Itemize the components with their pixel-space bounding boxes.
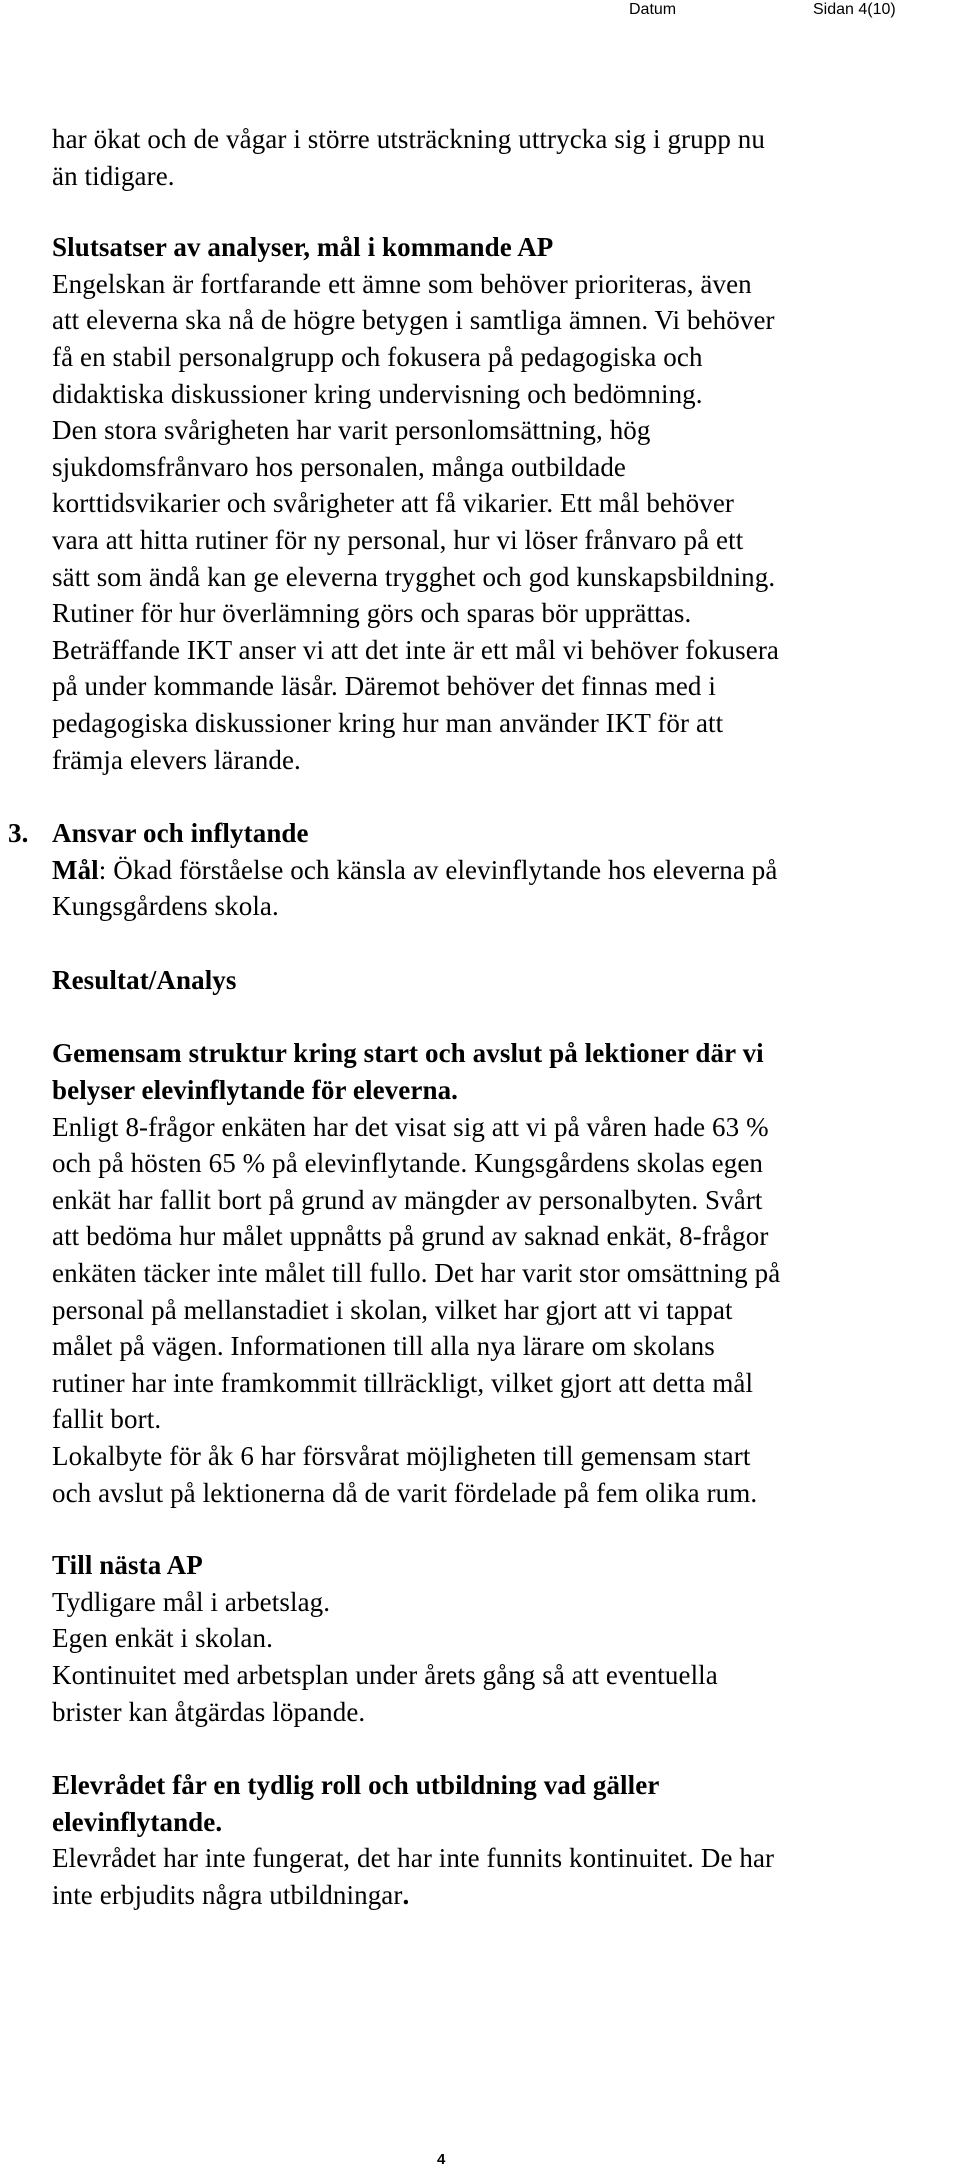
text-line-content: inte erbjudits några utbildningar: [52, 1879, 403, 1910]
text-line: få en stabil personalgrupp och fokusera på pedagogiska och: [52, 341, 703, 372]
subsection-heading: Gemensam struktur kring start och avslut på lektioner där vi: [52, 1038, 764, 1069]
footer-page-number: 4: [437, 2151, 446, 2168]
text-line: Elevrådet har inte fungerat, det har inte funnits kontinuitet. De har: [52, 1843, 775, 1874]
paragraph-intro: [52, 121, 952, 194]
text-line: Rutiner för hur överlämning görs och sparas bör upprättas.: [52, 598, 692, 629]
text-line: på under kommande läsår. Däremot behöver det finnas med i: [52, 671, 716, 702]
text-line: vara att hitta rutiner för ny personal, hur vi löser frånvaro på ett: [52, 524, 744, 555]
text-line: att eleverna ska nå de högre betygen i samtliga ämnen. Vi behöver: [52, 305, 775, 336]
text-line: och avslut på lektionerna då de varit fördelade på fem olika rum.: [52, 1477, 758, 1508]
text-line-end: .: [402, 1879, 410, 1910]
text-line: målet på vägen. Informationen till alla nya lärare om skolans: [52, 1331, 715, 1362]
subsection-heading: elevinflytande.: [52, 1806, 223, 1837]
text-line: pedagogiska diskussioner kring hur man använder IKT för att: [52, 707, 724, 738]
text-line: enkät har fallit bort på grund av mängder av personalbyten. Svårt: [52, 1184, 763, 1215]
goal-line: [52, 852, 952, 889]
text-line: Enligt 8-frågor enkäten har det visat sig att vi på våren hade 63 %: [52, 1111, 769, 1142]
result-heading: Resultat/Analys: [52, 964, 237, 995]
next-ap-item: brister kan åtgärdas löpande.: [52, 1696, 366, 1727]
text-line: än tidigare.: [52, 160, 175, 191]
next-ap-heading: Till nästa AP: [52, 1550, 203, 1581]
text-line: Engelskan är fortfarande ett ämne som behöver prioriteras, även: [52, 268, 752, 299]
paragraph-conclusions: [52, 229, 952, 778]
next-ap-item: Tydligare mål i arbetslag.: [52, 1586, 331, 1617]
text-line: personal på mellanstadiet i skolan, vilket har gjort att vi tappat: [52, 1294, 733, 1325]
text-line: didaktiska diskussioner kring undervisning och bedömning.: [52, 378, 703, 409]
section-number: 3.: [8, 818, 29, 849]
text-line: [52, 1877, 952, 1914]
document-body: [8, 121, 952, 1914]
header-page-label: Sidan 4(10): [813, 1, 896, 18]
section-title: Ansvar och inflytande: [52, 818, 309, 849]
next-ap-item: Kontinuitet med arbetsplan under årets gång så att eventuella: [52, 1659, 718, 1690]
text-line: sjukdomsfrånvaro hos personalen, många outbildade: [52, 451, 627, 482]
subsection-heading: belyser elevinflytande för eleverna.: [52, 1075, 459, 1106]
goal-label: Mål: [52, 854, 99, 885]
text-line: rutiner har inte framkommit tillräckligt, vilket gjort att detta mål: [52, 1367, 754, 1398]
text-line: Lokalbyte för åk 6 har försvårat möjligheten till gemensam start: [52, 1441, 751, 1471]
section-heading: [8, 815, 952, 852]
page-header: [0, 0, 960, 24]
text-line: sätt som ändå kan ge eleverna trygghet och god kunskapsbildning.: [52, 561, 776, 592]
text-line: att bedöma hur målet uppnåtts på grund av saknad enkät, 8-frågor: [52, 1221, 769, 1252]
header-date-label: Datum: [629, 1, 677, 18]
subsection-student-council: [52, 1767, 952, 1913]
text-line: enkäten täcker inte målet till fullo. Det har varit stor omsättning på: [52, 1258, 781, 1289]
text-line: främja elevers lärande.: [52, 744, 301, 775]
text-line: Beträffande IKT anser vi att det inte är ett mål vi behöver fokusera: [52, 634, 780, 665]
text-line: Kungsgårdens skola.: [52, 891, 279, 922]
goal-text: : Ökad förståelse och känsla av elevinflytande hos eleverna på: [98, 854, 778, 885]
text-line: fallit bort.: [52, 1404, 162, 1435]
subsection-structure: [52, 1035, 952, 1511]
conclusions-heading: Slutsatser av analyser, mål i kommande AP: [52, 232, 554, 263]
subsection-heading: Elevrådet får en tydlig roll och utbildning vad gäller: [52, 1770, 660, 1801]
text-line: Den stora svårigheten har varit personlomsättning, hög: [52, 415, 651, 446]
section-3: [8, 815, 952, 925]
next-ap-section: [52, 1547, 952, 1730]
next-ap-item: Egen enkät i skolan.: [52, 1623, 273, 1654]
text-line: korttidsvikarier och svårigheter att få vikarier. Ett mål behöver: [52, 488, 735, 519]
text-line: och på hösten 65 % på elevinflytande. Kungsgårdens skolas egen: [52, 1148, 764, 1179]
text-line: har ökat och de vågar i större utsträckning uttrycka sig i grupp nu: [52, 124, 765, 154]
